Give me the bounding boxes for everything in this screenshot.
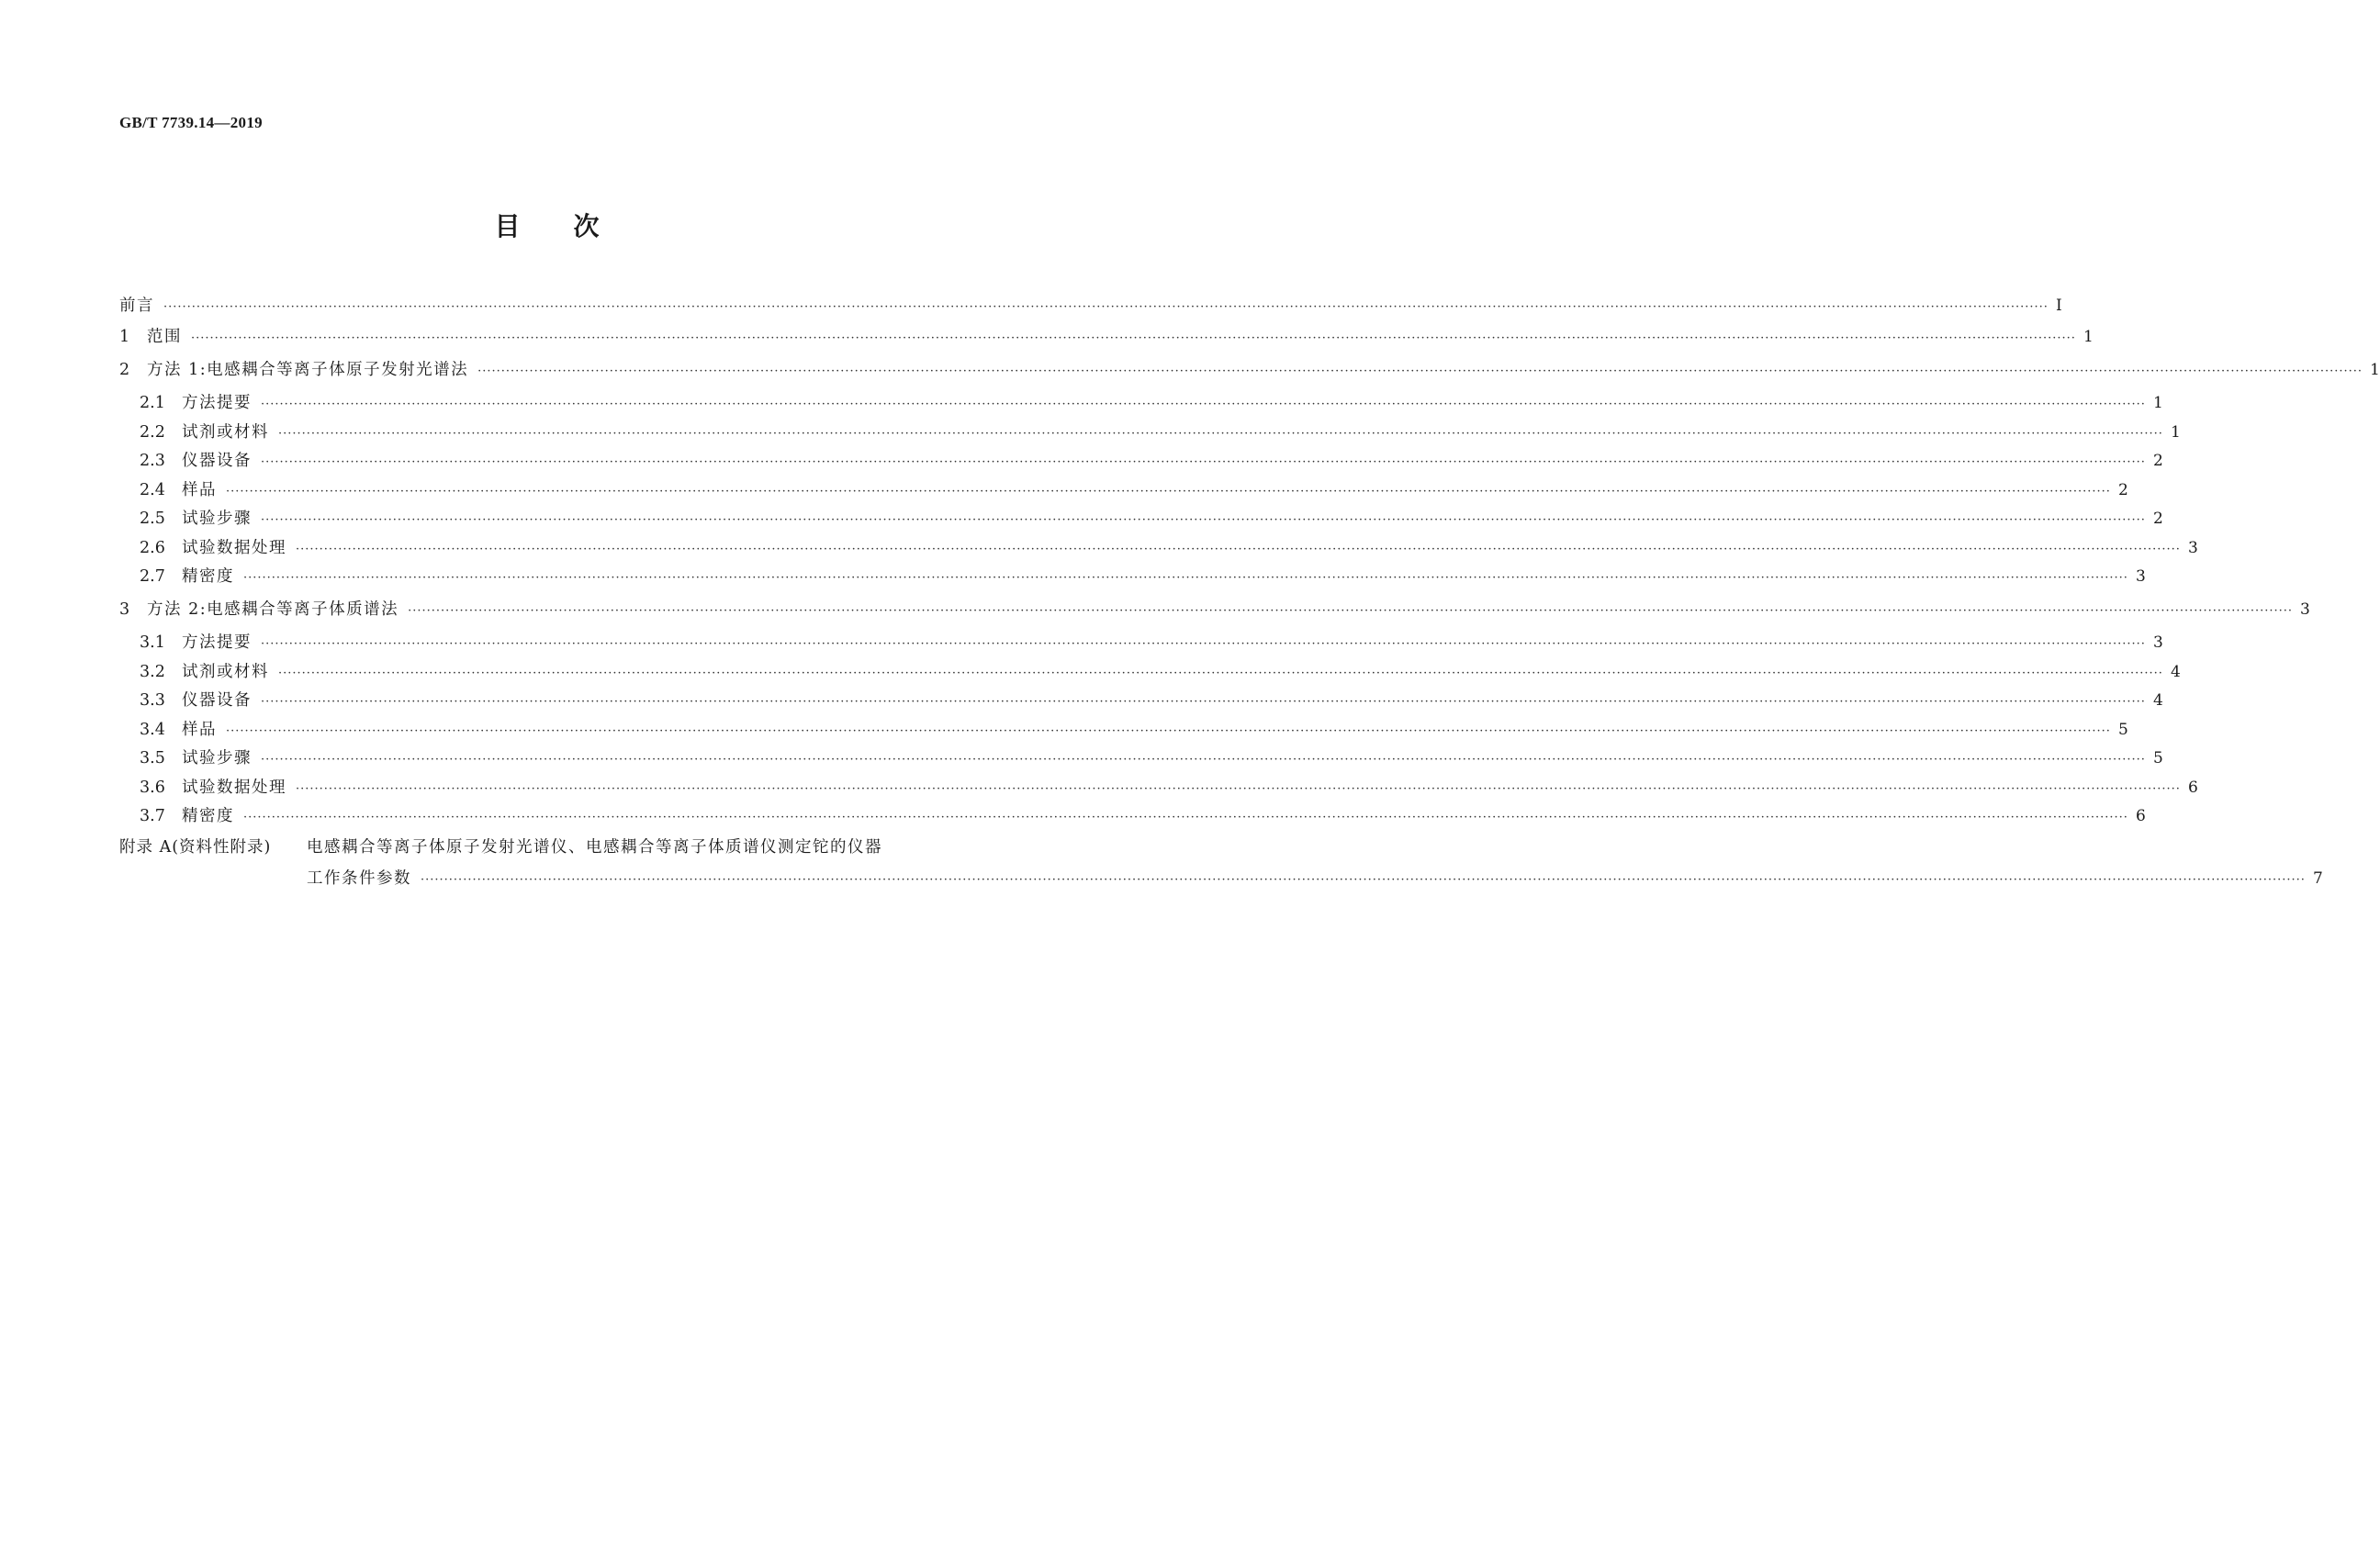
toc-entry-label: 方法 2:电感耦合等离子体质谱法: [147, 600, 399, 619]
toc-page-number: 6: [2187, 778, 2198, 797]
dot-leader: ················································································································································································································································································································································································································: [421, 873, 2306, 887]
toc-entry-number: 2.6: [140, 538, 165, 557]
toc-page-number: 3: [2152, 633, 2163, 652]
toc-entry-3-4[interactable]: [119, 720, 2128, 742]
toc-page-number: 3: [2187, 538, 2198, 557]
toc-entry-3-3[interactable]: [119, 690, 2163, 712]
toc-page-number: 1: [2170, 422, 2181, 442]
toc-entry-number: 3.6: [140, 778, 165, 797]
toc-entry-number: 3: [119, 600, 130, 619]
toc-page-number: 4: [2152, 691, 2163, 710]
toc-entry-3-2[interactable]: [119, 662, 2181, 684]
toc-entry-1[interactable]: [119, 327, 2094, 349]
toc-entry-label: 样品: [182, 720, 217, 739]
toc-entry-label: 方法提要: [182, 394, 252, 412]
page-title: 目次: [494, 211, 653, 241]
appendix-title-line1: 电感耦合等离子体原子发射光谱仪、电感耦合等离子体质谱仪测定铊的仪器: [307, 838, 882, 857]
toc-entry-number: 2.3: [140, 452, 165, 470]
appendix-tag: 附录 A(资料性附录): [119, 838, 272, 857]
toc-page-number: 3: [2135, 567, 2146, 586]
toc-page-number: 5: [2117, 720, 2128, 739]
dot-leader: ················································································································································································································································································································································································································: [477, 364, 2363, 378]
toc-entry-label: 试剂或材料: [182, 662, 269, 681]
dot-leader: ················································································································································································································································································································································································································: [163, 300, 2049, 314]
toc-entry-number: 2: [119, 361, 130, 379]
toc-entry-label: 仪器设备: [182, 452, 252, 470]
toc-entry-3-6[interactable]: [119, 778, 2198, 800]
dot-leader: ················································································································································································································································································································································································································: [226, 723, 2111, 738]
toc-page-number: 2: [2152, 452, 2163, 470]
toc-page-number: 2: [2117, 480, 2128, 499]
dot-leader: ················································································································································································································································································································································································································: [261, 513, 2146, 527]
toc-entry-2-3[interactable]: [119, 451, 2163, 473]
toc-entry-label: 精密度: [182, 567, 234, 586]
table-of-contents: [119, 296, 2380, 891]
toc-entry-label: 试验步骤: [182, 510, 252, 528]
toc-page-number: 1: [2082, 328, 2094, 346]
dot-leader: ················································································································································································································································································································································································································: [191, 331, 2076, 345]
dot-leader: ················································································································································································································································································································································································································: [278, 666, 2163, 680]
toc-entry-appendix-a[interactable]: [119, 837, 2323, 891]
toc-entry-2-2[interactable]: [119, 422, 2181, 444]
toc-entry-label: 方法 1:电感耦合等离子体原子发射光谱法: [147, 361, 469, 379]
toc-entry-3-1[interactable]: [119, 633, 2163, 655]
dot-leader: ················································································································································································································································································································································································································: [408, 604, 2294, 618]
toc-entry-2-6[interactable]: [119, 538, 2198, 560]
dot-leader: ················································································································································································································································································································································································································: [226, 484, 2111, 499]
toc-entry-2-1[interactable]: [119, 393, 2163, 415]
toc-page-number: 7: [2312, 869, 2323, 888]
toc-entry-label: 试验步骤: [182, 749, 252, 767]
dot-leader: ················································································································································································································································································································································································································: [261, 753, 2146, 767]
dot-leader: ················································································································································································································································································································································································································: [243, 571, 2128, 585]
toc-entry-label: 试剂或材料: [182, 422, 269, 442]
toc-page-number: 6: [2135, 807, 2146, 825]
toc-entry-2[interactable]: [119, 360, 2380, 382]
toc-page-number: 5: [2152, 749, 2163, 767]
toc-entry-number: 3.7: [140, 807, 165, 825]
toc-page-number: 1: [2370, 361, 2380, 379]
toc-entry-label: 精密度: [182, 807, 234, 825]
toc-page-number: 2: [2152, 510, 2163, 528]
standard-number: GB/T 7739.14—2019: [119, 114, 263, 131]
dot-leader: ················································································································································································································································································································································································································: [261, 637, 2146, 651]
toc-entry-3-5[interactable]: [119, 748, 2163, 770]
toc-entry-number: 3.2: [140, 662, 165, 681]
appendix-title-line2: 工作条件参数: [307, 869, 411, 888]
toc-entry-2-5[interactable]: [119, 509, 2163, 531]
toc-entry-label: 范围: [147, 328, 182, 346]
toc-entry-number: 2.7: [140, 567, 165, 586]
dot-leader: ················································································································································································································································································································································································································: [261, 455, 2146, 469]
toc-entry-3[interactable]: [119, 599, 2310, 622]
toc-entry-preface[interactable]: [119, 296, 2062, 316]
toc-entry-number: 2.2: [140, 422, 165, 442]
toc-entry-number: 2.5: [140, 510, 165, 528]
toc-page-number: 4: [2170, 662, 2181, 681]
toc-entry-number: 1: [119, 328, 130, 346]
dot-leader: ················································································································································································································································································································································································································: [296, 542, 2181, 556]
toc-entry-label: 方法提要: [182, 633, 252, 652]
toc-entry-3-7[interactable]: [119, 806, 2146, 828]
dot-leader: ················································································································································································································································································································································································································: [278, 426, 2163, 441]
toc-page-number: 3: [2300, 600, 2310, 619]
dot-leader: ················································································································································································································································································································································································································: [296, 781, 2181, 796]
toc-entry-label: 试验数据处理: [182, 778, 286, 797]
toc-entry-number: 2.1: [140, 394, 165, 412]
toc-entry-number: 2.4: [140, 480, 165, 499]
toc-page-number: Ⅰ: [2055, 297, 2062, 315]
toc-entry-label: 仪器设备: [182, 691, 252, 710]
dot-leader: ················································································································································································································································································································································································································: [261, 398, 2146, 411]
toc-entry-2-4[interactable]: [119, 480, 2128, 502]
toc-entry-label: 前言: [119, 297, 154, 315]
dot-leader: ················································································································································································································································································································································································································: [261, 695, 2146, 709]
toc-entry-label: 试验数据处理: [182, 538, 286, 557]
toc-entry-number: 3.1: [140, 633, 165, 652]
toc-entry-number: 3.3: [140, 691, 165, 710]
dot-leader: ················································································································································································································································································································································································································: [243, 811, 2128, 824]
toc-entry-number: 3.4: [140, 720, 165, 739]
toc-page-number: 1: [2152, 394, 2163, 412]
toc-entry-label: 样品: [182, 480, 217, 499]
toc-entry-number: 3.5: [140, 749, 165, 767]
toc-entry-2-7[interactable]: [119, 566, 2146, 588]
